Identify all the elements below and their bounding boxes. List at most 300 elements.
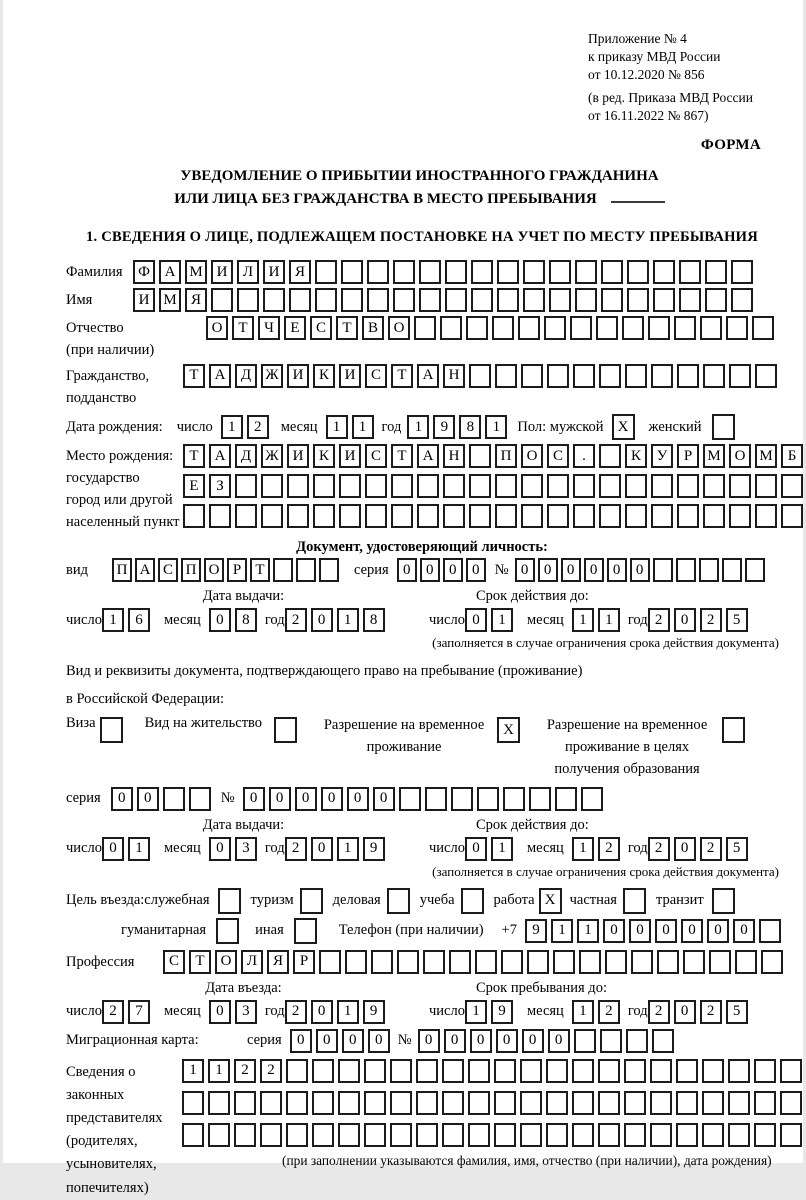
char-cell[interactable]: И: [287, 444, 309, 468]
char-cell[interactable]: [287, 504, 309, 528]
char-cell[interactable]: [555, 787, 577, 811]
char-cell[interactable]: А: [417, 444, 439, 468]
char-cell[interactable]: Е: [284, 316, 306, 340]
char-cell[interactable]: У: [651, 444, 673, 468]
char-cell[interactable]: 2: [102, 1000, 124, 1024]
purpose-tourism-checkbox[interactable]: [300, 888, 323, 914]
char-cell[interactable]: 0: [733, 919, 755, 943]
char-cell[interactable]: [443, 504, 465, 528]
char-cell[interactable]: 0: [311, 1000, 333, 1024]
char-cell[interactable]: Д: [235, 444, 257, 468]
char-cell[interactable]: [273, 558, 293, 582]
char-cell[interactable]: [312, 1123, 334, 1147]
char-cell[interactable]: 0: [465, 837, 487, 861]
char-cell[interactable]: А: [159, 260, 181, 284]
char-cell[interactable]: [417, 474, 439, 498]
char-cell[interactable]: 9: [363, 837, 385, 861]
purpose-official-checkbox[interactable]: [218, 888, 241, 914]
char-cell[interactable]: [599, 444, 621, 468]
char-cell[interactable]: 2: [285, 837, 307, 861]
char-cell[interactable]: [414, 316, 436, 340]
char-cell[interactable]: 2: [285, 1000, 307, 1024]
char-cell[interactable]: [601, 260, 623, 284]
char-cell[interactable]: [425, 787, 447, 811]
char-cell[interactable]: [523, 260, 545, 284]
char-cell[interactable]: [442, 1123, 464, 1147]
char-cell[interactable]: [631, 950, 653, 974]
char-cell[interactable]: [338, 1059, 360, 1083]
char-cell[interactable]: [573, 474, 595, 498]
char-cell[interactable]: [399, 787, 421, 811]
char-cell[interactable]: 0: [209, 1000, 231, 1024]
char-cell[interactable]: [703, 474, 725, 498]
char-cell[interactable]: 0: [209, 608, 231, 632]
char-cell[interactable]: 0: [397, 558, 417, 582]
char-cell[interactable]: [183, 504, 205, 528]
char-cell[interactable]: [728, 1123, 750, 1147]
char-cell[interactable]: [296, 558, 316, 582]
char-cell[interactable]: 0: [418, 1029, 440, 1053]
char-cell[interactable]: 0: [561, 558, 581, 582]
char-cell[interactable]: [416, 1091, 438, 1115]
char-cell[interactable]: [495, 504, 517, 528]
char-cell[interactable]: 1: [407, 415, 429, 439]
char-cell[interactable]: [163, 787, 185, 811]
char-cell[interactable]: 5: [726, 608, 748, 632]
char-cell[interactable]: 2: [598, 1000, 620, 1024]
char-cell[interactable]: 0: [674, 608, 696, 632]
char-cell[interactable]: [520, 1059, 542, 1083]
char-cell[interactable]: [521, 364, 543, 388]
char-cell[interactable]: Л: [237, 260, 259, 284]
char-cell[interactable]: [364, 1123, 386, 1147]
char-cell[interactable]: 1: [337, 837, 359, 861]
char-cell[interactable]: [648, 316, 670, 340]
char-cell[interactable]: 2: [648, 608, 670, 632]
char-cell[interactable]: [676, 1091, 698, 1115]
char-cell[interactable]: Т: [232, 316, 254, 340]
char-cell[interactable]: 8: [459, 415, 481, 439]
char-cell[interactable]: [547, 364, 569, 388]
char-cell[interactable]: [702, 1059, 724, 1083]
char-cell[interactable]: [780, 1123, 802, 1147]
char-cell[interactable]: [451, 787, 473, 811]
char-cell[interactable]: [754, 1059, 776, 1083]
char-cell[interactable]: 0: [269, 787, 291, 811]
char-cell[interactable]: [371, 950, 393, 974]
char-cell[interactable]: [653, 288, 675, 312]
residence-permit-checkbox[interactable]: [274, 717, 297, 743]
char-cell[interactable]: 1: [182, 1059, 204, 1083]
char-cell[interactable]: [501, 950, 523, 974]
char-cell[interactable]: 7: [128, 1000, 150, 1024]
char-cell[interactable]: [722, 558, 742, 582]
char-cell[interactable]: [596, 316, 618, 340]
char-cell[interactable]: [339, 474, 361, 498]
char-cell[interactable]: 0: [311, 837, 333, 861]
char-cell[interactable]: 0: [342, 1029, 364, 1053]
char-cell[interactable]: [390, 1091, 412, 1115]
char-cell[interactable]: Р: [227, 558, 247, 582]
char-cell[interactable]: [674, 316, 696, 340]
char-cell[interactable]: [781, 504, 803, 528]
char-cell[interactable]: О: [206, 316, 228, 340]
char-cell[interactable]: [469, 444, 491, 468]
char-cell[interactable]: Т: [391, 444, 413, 468]
char-cell[interactable]: [605, 950, 627, 974]
char-cell[interactable]: 0: [466, 558, 486, 582]
char-cell[interactable]: [731, 260, 753, 284]
char-cell[interactable]: 0: [102, 837, 124, 861]
char-cell[interactable]: [471, 260, 493, 284]
char-cell[interactable]: 2: [700, 608, 722, 632]
char-cell[interactable]: 5: [726, 837, 748, 861]
char-cell[interactable]: [650, 1091, 672, 1115]
char-cell[interactable]: Я: [289, 260, 311, 284]
char-cell[interactable]: 1: [208, 1059, 230, 1083]
char-cell[interactable]: [469, 474, 491, 498]
char-cell[interactable]: [286, 1091, 308, 1115]
char-cell[interactable]: 1: [102, 608, 124, 632]
char-cell[interactable]: М: [703, 444, 725, 468]
char-cell[interactable]: [391, 474, 413, 498]
char-cell[interactable]: 6: [128, 608, 150, 632]
char-cell[interactable]: 1: [572, 1000, 594, 1024]
char-cell[interactable]: [523, 288, 545, 312]
char-cell[interactable]: Т: [183, 364, 205, 388]
char-cell[interactable]: [423, 950, 445, 974]
char-cell[interactable]: 5: [726, 1000, 748, 1024]
char-cell[interactable]: 0: [373, 787, 395, 811]
char-cell[interactable]: 0: [444, 1029, 466, 1053]
char-cell[interactable]: [703, 364, 725, 388]
char-cell[interactable]: 1: [491, 608, 513, 632]
purpose-work-checkbox[interactable]: X: [539, 888, 562, 914]
char-cell[interactable]: [574, 1029, 596, 1053]
char-cell[interactable]: [759, 919, 781, 943]
char-cell[interactable]: [494, 1123, 516, 1147]
char-cell[interactable]: О: [729, 444, 751, 468]
char-cell[interactable]: Л: [241, 950, 263, 974]
char-cell[interactable]: [521, 474, 543, 498]
char-cell[interactable]: [544, 316, 566, 340]
char-cell[interactable]: С: [158, 558, 178, 582]
char-cell[interactable]: А: [417, 364, 439, 388]
char-cell[interactable]: 0: [470, 1029, 492, 1053]
char-cell[interactable]: [553, 950, 575, 974]
char-cell[interactable]: 9: [525, 919, 547, 943]
male-checkbox[interactable]: X: [612, 414, 635, 440]
char-cell[interactable]: [521, 504, 543, 528]
char-cell[interactable]: А: [209, 444, 231, 468]
char-cell[interactable]: 9: [491, 1000, 513, 1024]
char-cell[interactable]: [443, 474, 465, 498]
char-cell[interactable]: 1: [572, 608, 594, 632]
char-cell[interactable]: [520, 1123, 542, 1147]
char-cell[interactable]: Т: [336, 316, 358, 340]
char-cell[interactable]: 0: [290, 1029, 312, 1053]
char-cell[interactable]: [339, 504, 361, 528]
char-cell[interactable]: 8: [235, 608, 257, 632]
char-cell[interactable]: [312, 1091, 334, 1115]
char-cell[interactable]: [653, 558, 673, 582]
char-cell[interactable]: [598, 1123, 620, 1147]
char-cell[interactable]: [189, 787, 211, 811]
char-cell[interactable]: С: [163, 950, 185, 974]
char-cell[interactable]: [527, 950, 549, 974]
char-cell[interactable]: [286, 1059, 308, 1083]
char-cell[interactable]: [319, 558, 339, 582]
char-cell[interactable]: И: [339, 444, 361, 468]
char-cell[interactable]: [702, 1091, 724, 1115]
char-cell[interactable]: [600, 1029, 622, 1053]
char-cell[interactable]: [652, 1029, 674, 1053]
char-cell[interactable]: О: [388, 316, 410, 340]
char-cell[interactable]: З: [209, 474, 231, 498]
char-cell[interactable]: [287, 474, 309, 498]
char-cell[interactable]: Т: [250, 558, 270, 582]
char-cell[interactable]: 0: [674, 837, 696, 861]
char-cell[interactable]: Ч: [258, 316, 280, 340]
char-cell[interactable]: [575, 260, 597, 284]
char-cell[interactable]: [677, 474, 699, 498]
char-cell[interactable]: [419, 260, 441, 284]
char-cell[interactable]: [651, 364, 673, 388]
char-cell[interactable]: С: [310, 316, 332, 340]
char-cell[interactable]: П: [112, 558, 132, 582]
char-cell[interactable]: 2: [260, 1059, 282, 1083]
char-cell[interactable]: [726, 316, 748, 340]
char-cell[interactable]: [709, 950, 731, 974]
purpose-other-checkbox[interactable]: [294, 918, 317, 944]
char-cell[interactable]: С: [365, 444, 387, 468]
char-cell[interactable]: 0: [111, 787, 133, 811]
char-cell[interactable]: [676, 558, 696, 582]
char-cell[interactable]: [572, 1123, 594, 1147]
char-cell[interactable]: [780, 1059, 802, 1083]
char-cell[interactable]: [312, 1059, 334, 1083]
char-cell[interactable]: [529, 787, 551, 811]
purpose-humanitarian-checkbox[interactable]: [216, 918, 239, 944]
char-cell[interactable]: Р: [293, 950, 315, 974]
char-cell[interactable]: [445, 288, 467, 312]
char-cell[interactable]: 0: [607, 558, 627, 582]
char-cell[interactable]: 0: [603, 919, 625, 943]
char-cell[interactable]: [683, 950, 705, 974]
char-cell[interactable]: [208, 1123, 230, 1147]
char-cell[interactable]: [440, 316, 462, 340]
char-cell[interactable]: 1: [352, 415, 374, 439]
char-cell[interactable]: [575, 288, 597, 312]
char-cell[interactable]: [235, 504, 257, 528]
char-cell[interactable]: [469, 504, 491, 528]
char-cell[interactable]: 0: [629, 919, 651, 943]
char-cell[interactable]: 2: [700, 1000, 722, 1024]
char-cell[interactable]: 1: [572, 837, 594, 861]
char-cell[interactable]: 2: [700, 837, 722, 861]
char-cell[interactable]: [477, 787, 499, 811]
char-cell[interactable]: [546, 1091, 568, 1115]
char-cell[interactable]: [492, 316, 514, 340]
char-cell[interactable]: 0: [538, 558, 558, 582]
char-cell[interactable]: [234, 1091, 256, 1115]
visa-checkbox[interactable]: [100, 717, 123, 743]
char-cell[interactable]: [651, 474, 673, 498]
char-cell[interactable]: [700, 316, 722, 340]
char-cell[interactable]: Ж: [261, 364, 283, 388]
char-cell[interactable]: [780, 1091, 802, 1115]
char-cell[interactable]: 1: [465, 1000, 487, 1024]
char-cell[interactable]: [598, 1091, 620, 1115]
char-cell[interactable]: [677, 504, 699, 528]
char-cell[interactable]: 1: [337, 1000, 359, 1024]
char-cell[interactable]: [573, 504, 595, 528]
char-cell[interactable]: [651, 504, 673, 528]
char-cell[interactable]: А: [209, 364, 231, 388]
char-cell[interactable]: [679, 288, 701, 312]
char-cell[interactable]: [209, 504, 231, 528]
char-cell[interactable]: [729, 474, 751, 498]
char-cell[interactable]: [393, 288, 415, 312]
char-cell[interactable]: 2: [648, 1000, 670, 1024]
char-cell[interactable]: [676, 1059, 698, 1083]
char-cell[interactable]: [677, 364, 699, 388]
char-cell[interactable]: [313, 474, 335, 498]
char-cell[interactable]: [390, 1059, 412, 1083]
char-cell[interactable]: [471, 288, 493, 312]
char-cell[interactable]: 1: [551, 919, 573, 943]
char-cell[interactable]: О: [204, 558, 224, 582]
char-cell[interactable]: 0: [630, 558, 650, 582]
char-cell[interactable]: [705, 260, 727, 284]
char-cell[interactable]: К: [313, 364, 335, 388]
char-cell[interactable]: [495, 474, 517, 498]
char-cell[interactable]: 0: [443, 558, 463, 582]
char-cell[interactable]: [494, 1059, 516, 1083]
char-cell[interactable]: [752, 316, 774, 340]
char-cell[interactable]: 1: [221, 415, 243, 439]
char-cell[interactable]: [234, 1123, 256, 1147]
temp-residence-education-checkbox[interactable]: [722, 717, 745, 743]
char-cell[interactable]: [442, 1059, 464, 1083]
char-cell[interactable]: [627, 260, 649, 284]
char-cell[interactable]: [625, 364, 647, 388]
char-cell[interactable]: 0: [707, 919, 729, 943]
char-cell[interactable]: Б: [781, 444, 803, 468]
char-cell[interactable]: И: [287, 364, 309, 388]
char-cell[interactable]: [547, 504, 569, 528]
char-cell[interactable]: [703, 504, 725, 528]
char-cell[interactable]: [754, 1091, 776, 1115]
char-cell[interactable]: [235, 474, 257, 498]
char-cell[interactable]: Н: [443, 444, 465, 468]
char-cell[interactable]: [261, 504, 283, 528]
char-cell[interactable]: 0: [316, 1029, 338, 1053]
char-cell[interactable]: [755, 364, 777, 388]
char-cell[interactable]: [390, 1123, 412, 1147]
char-cell[interactable]: [315, 260, 337, 284]
temp-residence-checkbox[interactable]: X: [497, 717, 520, 743]
char-cell[interactable]: 3: [235, 1000, 257, 1024]
char-cell[interactable]: А: [135, 558, 155, 582]
char-cell[interactable]: 0: [522, 1029, 544, 1053]
char-cell[interactable]: [581, 787, 603, 811]
char-cell[interactable]: 0: [420, 558, 440, 582]
char-cell[interactable]: 8: [363, 608, 385, 632]
char-cell[interactable]: К: [625, 444, 647, 468]
char-cell[interactable]: [731, 288, 753, 312]
char-cell[interactable]: [365, 504, 387, 528]
char-cell[interactable]: [625, 504, 647, 528]
char-cell[interactable]: Я: [267, 950, 289, 974]
char-cell[interactable]: [289, 288, 311, 312]
char-cell[interactable]: [391, 504, 413, 528]
char-cell[interactable]: 1: [326, 415, 348, 439]
char-cell[interactable]: [365, 474, 387, 498]
char-cell[interactable]: [549, 260, 571, 284]
char-cell[interactable]: 1: [598, 608, 620, 632]
char-cell[interactable]: Т: [189, 950, 211, 974]
char-cell[interactable]: [237, 288, 259, 312]
char-cell[interactable]: [657, 950, 679, 974]
char-cell[interactable]: 2: [234, 1059, 256, 1083]
char-cell[interactable]: М: [185, 260, 207, 284]
purpose-transit-checkbox[interactable]: [712, 888, 735, 914]
char-cell[interactable]: [263, 288, 285, 312]
char-cell[interactable]: [367, 288, 389, 312]
char-cell[interactable]: Р: [677, 444, 699, 468]
char-cell[interactable]: [260, 1123, 282, 1147]
char-cell[interactable]: [469, 364, 491, 388]
char-cell[interactable]: 1: [491, 837, 513, 861]
char-cell[interactable]: [341, 288, 363, 312]
char-cell[interactable]: [598, 1059, 620, 1083]
char-cell[interactable]: 1: [337, 608, 359, 632]
char-cell[interactable]: Т: [183, 444, 205, 468]
char-cell[interactable]: [518, 316, 540, 340]
female-checkbox[interactable]: [712, 414, 735, 440]
char-cell[interactable]: [601, 288, 623, 312]
char-cell[interactable]: [475, 950, 497, 974]
char-cell[interactable]: 1: [577, 919, 599, 943]
char-cell[interactable]: [745, 558, 765, 582]
char-cell[interactable]: [572, 1059, 594, 1083]
char-cell[interactable]: 0: [243, 787, 265, 811]
char-cell[interactable]: [549, 288, 571, 312]
char-cell[interactable]: П: [181, 558, 201, 582]
char-cell[interactable]: Н: [443, 364, 465, 388]
char-cell[interactable]: [449, 950, 471, 974]
char-cell[interactable]: [338, 1091, 360, 1115]
char-cell[interactable]: [313, 504, 335, 528]
char-cell[interactable]: 9: [363, 1000, 385, 1024]
char-cell[interactable]: [364, 1059, 386, 1083]
char-cell[interactable]: [699, 558, 719, 582]
char-cell[interactable]: [341, 260, 363, 284]
char-cell[interactable]: [416, 1059, 438, 1083]
char-cell[interactable]: И: [133, 288, 155, 312]
char-cell[interactable]: 0: [137, 787, 159, 811]
char-cell[interactable]: 1: [128, 837, 150, 861]
char-cell[interactable]: [442, 1091, 464, 1115]
char-cell[interactable]: [626, 1029, 648, 1053]
char-cell[interactable]: Д: [235, 364, 257, 388]
char-cell[interactable]: 0: [655, 919, 677, 943]
char-cell[interactable]: [579, 950, 601, 974]
char-cell[interactable]: [599, 504, 621, 528]
char-cell[interactable]: [650, 1123, 672, 1147]
char-cell[interactable]: 0: [347, 787, 369, 811]
